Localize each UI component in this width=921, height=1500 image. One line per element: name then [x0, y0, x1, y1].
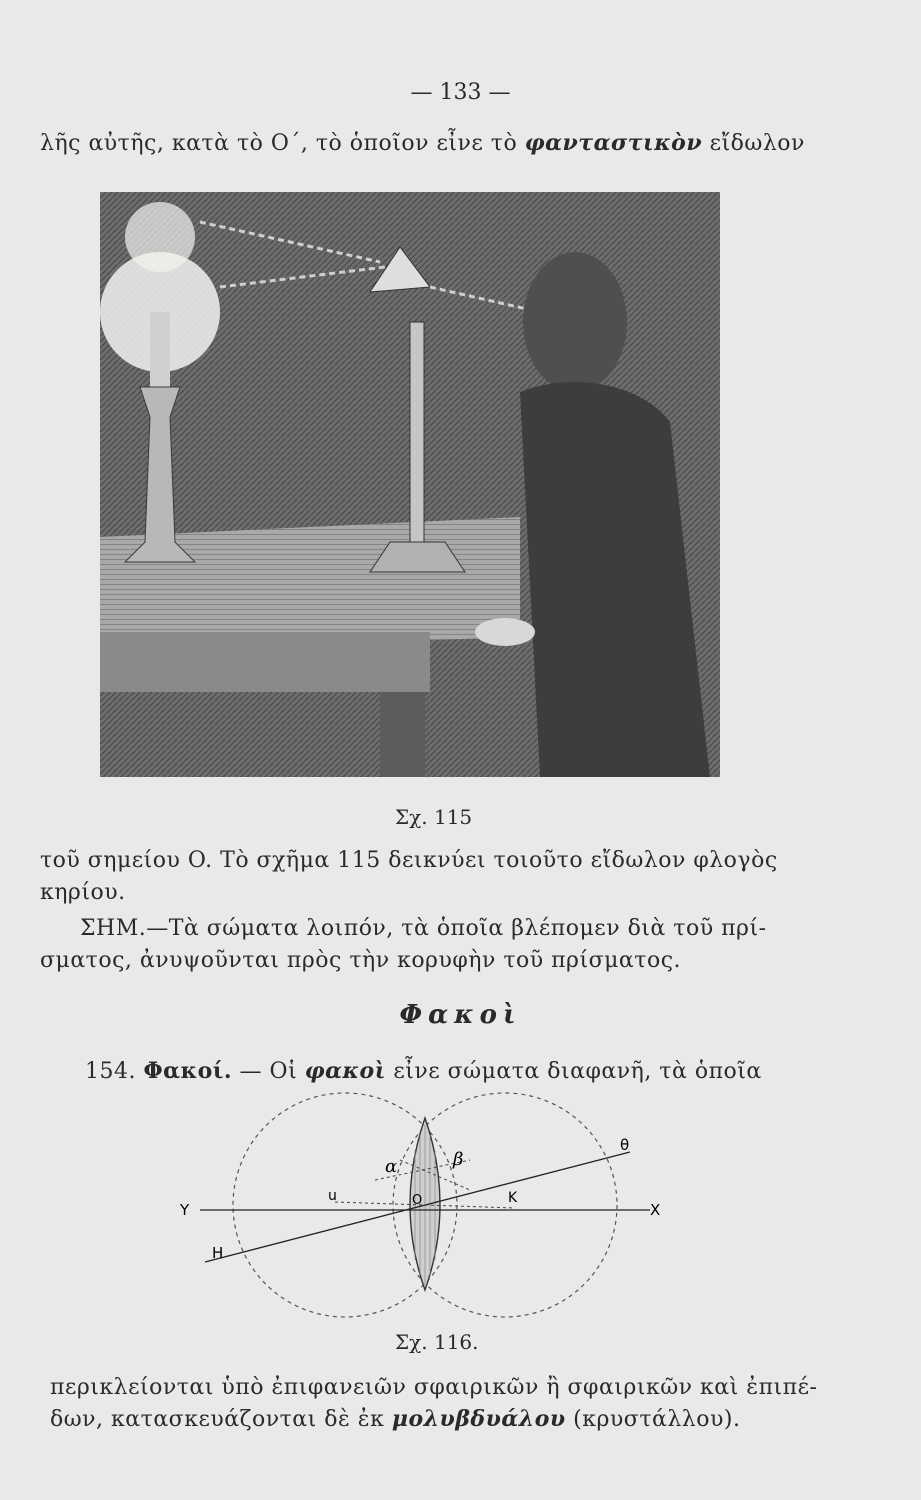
label-O: O [412, 1193, 423, 1208]
label-theta: θ [620, 1136, 630, 1154]
text-line-1: τοῦ σημείου O. Τὸ σχῆμα 115 δεικνύει τοιοῦτο εἴδωλον φλογὸς [40, 848, 778, 873]
closing-before: δων, κατασκευάζονται δὲ ἐκ [50, 1407, 392, 1432]
figure-115-caption: Σχ. 115 [395, 805, 473, 829]
paragraph-154 [85, 1058, 762, 1084]
paragraph-dash: — Οἱ [232, 1059, 305, 1084]
label-H: H [212, 1244, 224, 1262]
closing-line-2 [50, 1406, 740, 1432]
closing-emphasis: μολυβδυάλου [391, 1406, 566, 1432]
page-number: — 133 — [410, 80, 511, 105]
lens-diagram [170, 1090, 690, 1320]
text-line-4: σματος, ἀνυψοῦνται πρὸς τὴν κορυφὴν τοῦ πρίσματος. [40, 948, 682, 973]
paragraph-number: 154. [85, 1059, 144, 1084]
label-K: K [508, 1190, 518, 1206]
label-u: u [328, 1188, 337, 1204]
candle-prism-engraving [100, 192, 720, 777]
top-line-after: εἴδωλον [702, 131, 805, 156]
text-line-3: ΣΗΜ.—Τὰ σώματα λοιπόν, τὰ ὁποῖα βλέπομεν διὰ τοῦ πρί- [80, 916, 767, 941]
text-line-2: κηρίου. [40, 880, 126, 905]
paragraph-emphasis: φακοὶ [304, 1058, 386, 1084]
paragraph-rest: εἶνε σώματα διαφανῆ, τὰ ὁποῖα [385, 1059, 762, 1084]
top-line-emphasis: φανταστικὸν [524, 130, 703, 156]
closing-line-1: περικλείονται ὑπὸ ἐπιφανειῶν σφαιρικῶν ἢ σφαιρικῶν καὶ ἐπιπέ- [50, 1375, 818, 1400]
paragraph-term: Φακοί. [143, 1058, 233, 1084]
section-heading: Φακοὶ [399, 1000, 522, 1030]
label-X: X [650, 1201, 661, 1219]
label-beta: β [453, 1149, 464, 1170]
top-line-before: λῆς αὐτῆς, κατὰ τὸ O΄, τὸ ὁποῖον εἶνε τὸ [40, 131, 525, 156]
top-text-line [40, 130, 805, 156]
label-Y: Y [180, 1201, 190, 1219]
figure-116-caption: Σχ. 116. [395, 1330, 479, 1354]
label-alpha: α [385, 1156, 398, 1177]
closing-after: (κρυστάλλου). [565, 1407, 741, 1432]
